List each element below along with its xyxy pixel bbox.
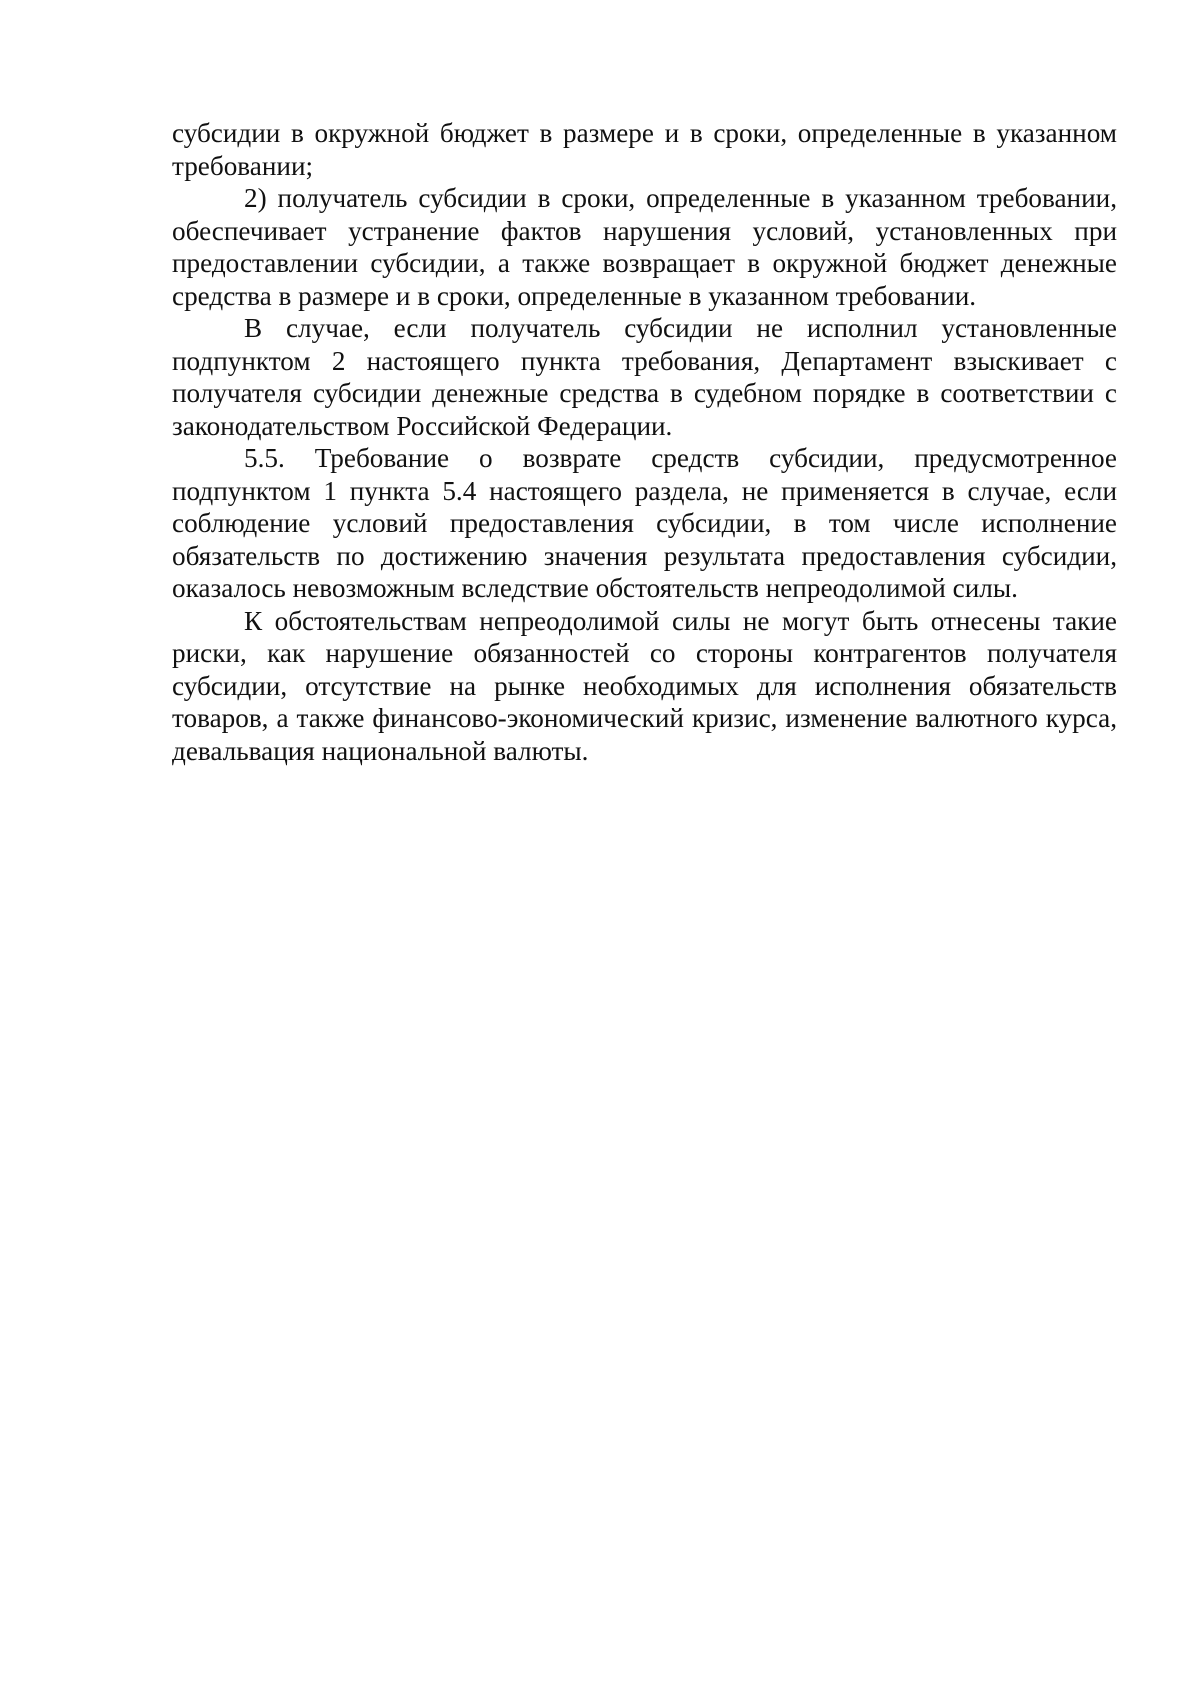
paragraph-force-majeure: К обстоятельствам непреодолимой силы не могут быть отнесены такие риски, как нарушение обязанностей со стороны контрагентов получателя субсидии, отсутствие на рынке необходимых для исполнения обязательств товаров, а также финансово-экономический кризис, изменение валютного курса, девальвация национальной валюты.: [172, 605, 1117, 766]
paragraph-5-5: 5.5. Требование о возврате средств субсидии, предусмотренное подпунктом 1 пункта 5.4 настоящего раздела, не применяется в случае, если соблюдение условий предоставления субсидии, в том числе исполнение обязательств по достижению значения результата предоставления субсидии, оказалось невозможным вследствие обстоятельств непреодолимой силы.: [172, 443, 1117, 603]
paragraph-continuation: субсидии в окружной бюджет в размере и в сроки, определенные в указанном требовании;: [172, 118, 1117, 181]
paragraph-subitem-2: 2) получатель субсидии в сроки, определенные в указанном требовании, обеспечивает устранение фактов нарушения условий, установленных при предоставлении субсидии, а также возвращает в окружной бюджет денежные средства в размере и в сроки, определенные в указанном требовании.: [172, 183, 1117, 311]
document-body: [172, 117, 1117, 767]
paragraph-recovery: В случае, если получатель субсидии не исполнил установленные подпунктом 2 настоящего пункта требования, Департамент взыскивает с получателя субсидии денежные средства в судебном порядке в соответствии с законодательством Российской Федерации.: [172, 313, 1117, 441]
